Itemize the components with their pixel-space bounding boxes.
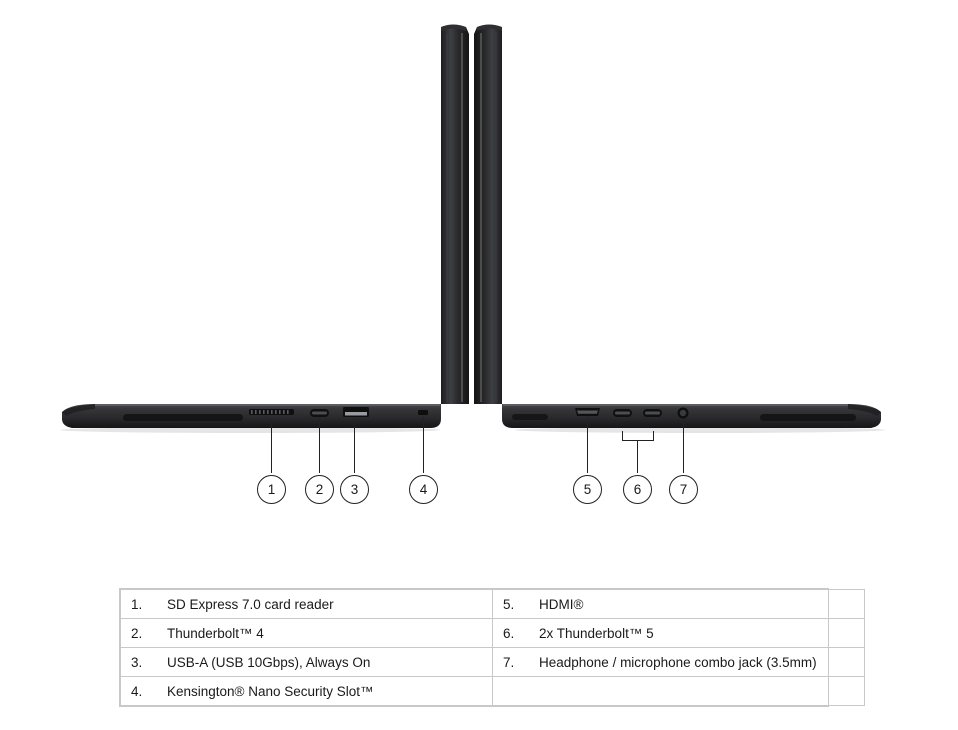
callout-marker-3[interactable]: 3 — [340, 475, 369, 504]
port-thunderbolt-4 — [310, 409, 329, 417]
legend-label: 2x Thunderbolt™ 5 — [529, 619, 865, 648]
legend-empty-cell — [529, 677, 865, 706]
legend-label: SD Express 7.0 card reader — [157, 590, 493, 619]
legend-number: 7. — [493, 648, 530, 677]
legend-number: 6. — [493, 619, 530, 648]
leader-line-3 — [354, 418, 355, 473]
callout-marker-2[interactable]: 2 — [305, 475, 334, 504]
port-hdmi — [575, 408, 600, 416]
right-side-view-group — [474, 25, 885, 434]
left-side-view-group — [60, 25, 469, 434]
callout-marker-1[interactable]: 1 — [257, 475, 286, 504]
legend-table — [119, 588, 829, 707]
callout-marker-5[interactable]: 5 — [573, 475, 602, 504]
legend-number: 1. — [121, 590, 158, 619]
legend-number: 5. — [493, 590, 530, 619]
leader-line-5 — [587, 417, 588, 473]
legend-number: 2. — [121, 619, 158, 648]
legend-label: Thunderbolt™ 4 — [157, 619, 493, 648]
port-thunderbolt-5-second — [643, 409, 662, 417]
port-thunderbolt-5-first — [613, 409, 632, 417]
legend-label: HDMI® — [529, 590, 865, 619]
right-view-display-lid — [474, 27, 502, 404]
legend-label: Headphone / microphone combo jack (3.5mm) — [529, 648, 865, 677]
legend-label: USB-A (USB 10Gbps), Always On — [157, 648, 493, 677]
left-view-speaker-grille — [123, 414, 243, 421]
table-row — [121, 677, 865, 706]
callout-marker-6[interactable]: 6 — [623, 475, 652, 504]
left-view-base-chassis — [62, 404, 441, 428]
callout-marker-4[interactable]: 4 — [409, 475, 438, 504]
table-row — [121, 648, 865, 677]
right-view-vent — [512, 414, 548, 420]
port-headphone-jack — [678, 408, 689, 419]
port-usb-a — [343, 407, 369, 417]
leader-line-2 — [319, 418, 320, 473]
left-view-display-lid — [441, 27, 469, 404]
port-sd-card-reader — [249, 409, 294, 415]
leader-line-7 — [683, 419, 684, 473]
port-kensington-nano-slot — [418, 410, 428, 415]
legend-label: Kensington® Nano Security Slot™ — [157, 677, 493, 706]
table-row — [121, 619, 865, 648]
right-view-speaker-grille — [760, 414, 856, 421]
legend-empty-cell — [493, 677, 530, 706]
legend-number: 4. — [121, 677, 158, 706]
leader-line-6 — [637, 440, 638, 473]
legend-number: 3. — [121, 648, 158, 677]
table-row — [121, 590, 865, 619]
leader-line-1 — [271, 419, 272, 473]
callout-marker-7[interactable]: 7 — [669, 475, 698, 504]
leader-line-4 — [423, 417, 424, 473]
